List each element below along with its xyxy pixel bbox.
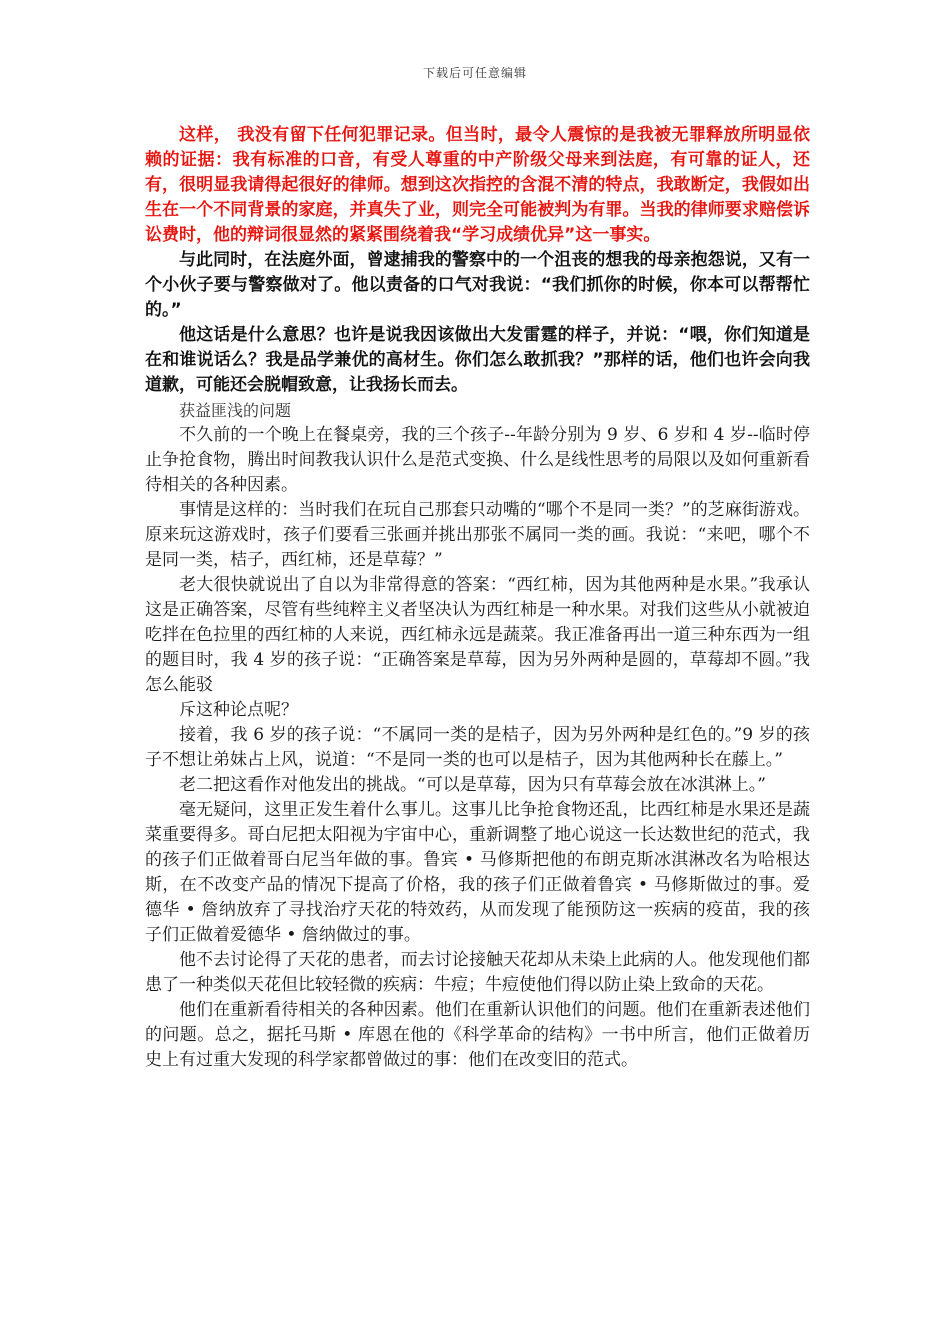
paragraph-4: 接着，我 6 岁的孩子说：“不属同一类的是桔子，因为另外两种是红色的。”9 岁的孩子不想让弟妹占上风，说道：“不是同一类的也可以是桔子，因为其他两种长在藤上。” [145,725,810,770]
paragraph-5: 老二把这看作对他发出的挑战。“可以是草莓，因为只有草莓会放在冰淇淋上。” [179,775,766,795]
page-header: 下载后可任意编辑 [422,66,527,80]
paragraph-3: 老大很快就说出了自以为非常得意的答案：“西红柿，因为其他两种是水果。”我承认这是正确答案，尽管有些纯粹主义者坚决认为西红柿是一种水果。对我们这些从小就被迫吃拌在色拉里的西红柿的人来说，西红柿永远是蔬菜。我正准备再出一道三种东西为一组的题目时，我 4 岁的孩子说：“正确答案是草莓，因为另外两种是圆的，草莓却不圆。”我怎么能驳 [145,575,810,695]
paragraph-2: 事情是这样的：当时我们在玩自己那套只动嘴的“哪个不是同一类？”的芝麻街游戏。原来玩这游戏时，孩子们要看三张画并挑出那张不属同一类的画。我说：“来吧，哪个不是同一类，桔子，西红柿，还是草莓？” [145,500,810,570]
paragraph-red-1: 这样， 我没有留下任何犯罪记录。但当时，最令人震惊的是我被无罪释放所明显依赖的证据：我有标准的口音，有受人尊重的中产阶级父母来到法庭，有可靠的证人，还有，很明显我请得起很好的律师。想到这次指控的含混不清的特点，我敢断定，我假如出生在一个不同背景的家庭，并真失了业，则完全可能被判为有罪。当我的律师要求赔偿诉讼费时，他的辩词很显然的紧紧围绕着我“学习成绩优异”这一事实。 [145,125,810,245]
paragraph-3-continued: 斥这种论点呢？ [179,700,298,720]
paragraph-7: 他不去讨论得了天花的患者，而去讨论接触天花却从未染上此病的人。他发现他们都患了一种类似天花但比较轻微的疾病：牛痘；牛痘使他们得以防止染上致命的天花。 [145,950,810,995]
paragraph-8: 他们在重新看待相关的各种因素。他们在重新认识他们的问题。他们在重新表述他们的问题。总之，据托马斯 • 库恩在他的《科学革命的结构》一书中所言，他们正做着历史上有过重大发现的科学家都曾做过的事：他们在改变旧的范式。 [145,1000,810,1070]
paragraph-1: 不久前的一个晚上在餐桌旁，我的三个孩子--年龄分别为 9 岁、6 岁和 4 岁--临时停止争抢食物，腾出时间教我认识什么是范式变换、什么是线性思考的局限以及如何重新看待相关的各种因素。 [145,425,810,495]
paragraph-bold-2: 他这话是什么意思？也许是说我因该做出大发雷霆的样子，并说：“喂，你们知道是在和谁说话么？我是品学兼优的高材生。你们怎么敢抓我？”那样的话，他们也许会向我道歉，可能还会脱帽致意，让我扬长而去。 [145,325,810,395]
paragraph-bold-1: 与此同时，在法庭外面，曾逮捕我的警察中的一个沮丧的想我的母亲抱怨说，又有一个小伙子要与警察做对了。他以责备的口气对我说：“我们抓你的时候，你本可以帮帮忙的。” [145,250,810,320]
paragraph-6: 毫无疑问，这里正发生着什么事儿。这事儿比争抢食物还乱，比西红柿是水果还是蔬菜重要得多。哥白尼把太阳视为宇宙中心，重新调整了地心说这一长达数世纪的范式，我的孩子们正做着哥白尼当年做的事。鲁宾 • 马修斯把他的布朗克斯冰淇淋改名为哈根达斯，在不改变产品的情况下提高了价格，我的孩子们正做着鲁宾 • 马修斯做过的事。爱德华 • 詹纳放弃了寻找治疗天花的特效药，从而发现了能预防这一疾病的疫苗，我的孩子们正做着爱德华 • 詹纳做过的事。 [145,800,810,945]
document-body [145,123,810,1073]
section-title: 获益匪浅的问题 [179,401,292,420]
